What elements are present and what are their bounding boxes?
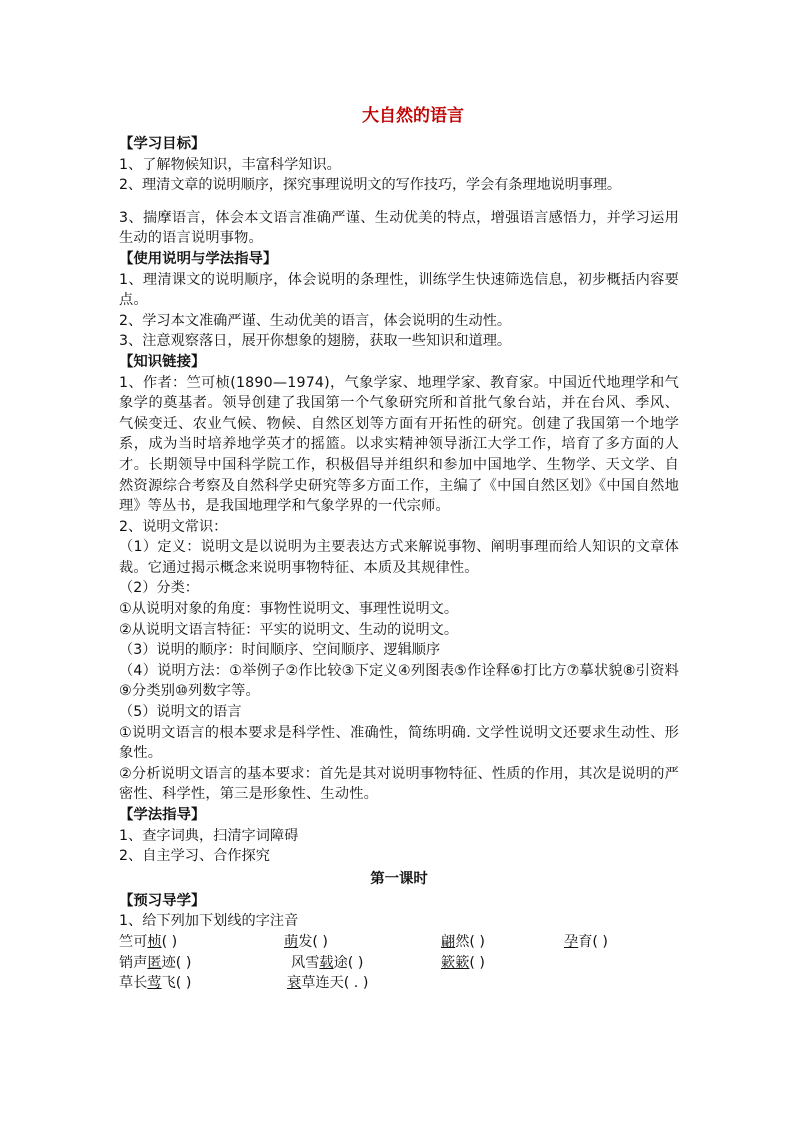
document-page — [119, 104, 679, 994]
methods-paragraph: （4）说明方法：①举例子②作比较③下定义④列图表⑤作诠释⑥打比方⑦摹状貌⑧引资料 ⑨分类别⑩列数字等。 — [119, 662, 679, 700]
page-title: 大自然的语言 — [362, 106, 464, 126]
pinyin-item: 草长莺飞( ) — [119, 975, 192, 992]
objective-item: 2、理清文章的说明顺序，探究事理说明文的写作技巧，学会有条理地说明事理。 — [119, 177, 621, 194]
objective-item: 1、了解物候知识，丰富科学知识。 — [119, 156, 341, 173]
language-title: （5）说明文的语言 — [119, 704, 242, 721]
pinyin-item: 萌发( ) — [284, 933, 328, 950]
pinyin-row-2 — [119, 953, 679, 974]
guide-item: 2、学习本文准确严谨、生动优美的语言，体会说明的生动性。 — [119, 312, 512, 329]
method-item: 2、自主学习、合作探究 — [119, 848, 270, 865]
author-paragraph: 1、作者：竺可桢(1890—1974)，气象学家、地理学家、教育家。中国近代地理学和气象学的奠基者。领导创建了我国第一个气象研究所和首批气象台站，并在台风、季风、气候变迁、农业气候、物候、自然区划等方面有开拓性的研究。创建了我国第一个地学系，成为当时培养地学英才的摇篮。以求实精神领导浙江大学工作，培育了多方面的人才。长期领导中国科学院工作，积极倡导并组织和参加中国地学、生物学、天文学、自然资源综合考察及自然科学史研究等多方面工作，主编了《中国自然区划》《中国自然地理》等丛书，是我国地理学和气象学界的一代宗师。 — [119, 374, 679, 515]
objectives-heading: 【学习目标】 — [119, 136, 206, 152]
pinyin-item: 竺可桢( ) — [119, 933, 178, 950]
pinyin-item: 销声匿迹( ) — [119, 954, 192, 971]
classify-item: ①从说明对象的角度：事物性说明文、事理性说明文。 — [119, 601, 459, 618]
guide-item: 1、理清课文的说明顺序，体会说明的条理性，训练学生快速筛选信息，初步概括内容要点。 — [119, 271, 679, 309]
pinyin-item: 风雪载途( ) — [291, 954, 364, 971]
guide-item: 3、注意观察落日，展开你想象的翅膀，获取一些知识和道理。 — [119, 333, 512, 350]
language-item: ②分析说明文语言的基本要求：首先是其对说明事物特征、性质的作用，其次是说明的严密性、科学性，第三是形象性、生动性。 — [119, 765, 679, 803]
pinyin-item: 衰草连天( . ) — [287, 975, 369, 992]
knowledge-heading: 【知识链接】 — [119, 353, 206, 370]
pinyin-item: 簌簌( ) — [441, 954, 485, 971]
pinyin-row-1 — [119, 932, 679, 953]
method-heading: 【学法指导】 — [119, 807, 206, 823]
common-knowledge-title: 2、说明文常识： — [119, 518, 228, 535]
pinyin-item: 翩然( ) — [441, 933, 485, 950]
preview-heading: 【预习导学】 — [119, 892, 206, 909]
order-line: （3）说明的顺序：时间顺序、空间顺序、逻辑顺序 — [119, 642, 441, 659]
pinyin-row-3 — [119, 973, 679, 994]
guide-heading: 【使用说明与学法指导】 — [119, 250, 278, 267]
method-item: 1、查字词典，扫清字词障碍 — [119, 827, 299, 844]
objective-item: 3、揣摩语言，体会本文语言准确严谨、生动优美的特点，增强语言感悟力，并学习运用生动的语言说明事物。 — [119, 209, 679, 247]
language-item: ①说明文语言的根本要求是科学性、准确性，简练明确. 文学性说明文还要求生动性、形象性。 — [119, 724, 679, 762]
lesson-title: 第一课时 — [370, 870, 428, 887]
classify-item: ②从说明文语言特征：平实的说明文、生动的说明文。 — [119, 621, 459, 638]
preview-task: 1、给下列加下划线的字注音 — [119, 913, 299, 930]
definition-paragraph: （1）定义：说明文是以说明为主要表达方式来解说事物、阐明事理而给人知识的文章体裁。它通过揭示概念来说明事物特征、本质及其规律性。 — [119, 539, 679, 576]
pinyin-item: 孕育( ) — [564, 933, 608, 950]
classify-title: （2）分类： — [119, 580, 199, 597]
